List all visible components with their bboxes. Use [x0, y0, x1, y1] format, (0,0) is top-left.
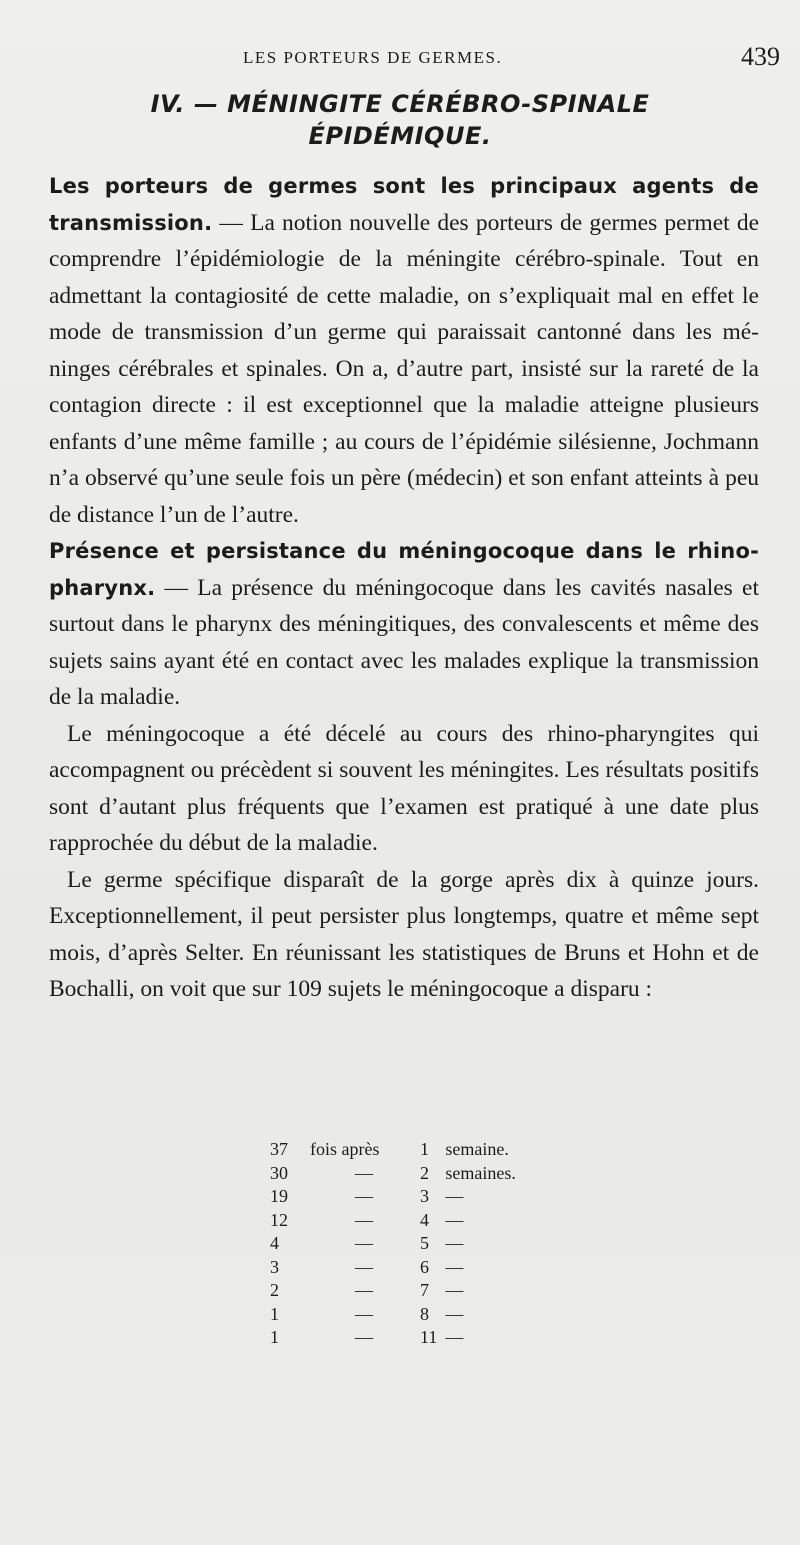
table-cell-weeks-unit: —	[445, 1256, 464, 1277]
table-cell-weeks-unit: —	[445, 1280, 464, 1300]
table-cell-count: 1	[270, 1327, 279, 1347]
table-row	[268, 1256, 565, 1280]
table-cell-count: 37	[270, 1139, 288, 1159]
table-row	[268, 1162, 565, 1186]
table-cell-count: 4	[270, 1233, 279, 1253]
table-cell-count: 3	[270, 1256, 279, 1277]
paragraph-text: — La présence du méningocoque dans les cavités nasales et surtout dans le pharynx des méningitiques, des convalescents et même des sujets sains ayant été en contact avec les malades explique la transmission de la maladie.	[49, 574, 759, 710]
section-heading-line-1: IV. — MÉNINGITE CÉRÉBRO-SPINALE	[150, 90, 650, 118]
running-head	[0, 40, 800, 70]
body-text	[49, 168, 759, 1008]
table-cell-unit: —	[355, 1280, 373, 1300]
table-cell-weeks: 7	[420, 1280, 429, 1300]
statistics-table	[268, 1138, 565, 1350]
table-cell-unit: —	[355, 1209, 373, 1230]
run-in-heading: Les porteurs de germes sont les principaux agents de transmission.	[49, 174, 759, 235]
table-cell-weeks-unit: semaine.	[445, 1139, 509, 1159]
paragraph-presence	[49, 533, 759, 716]
table-row	[268, 1303, 565, 1327]
table-cell-unit: —	[355, 1233, 373, 1253]
table-cell-weeks-unit: —	[445, 1233, 464, 1253]
table-cell-weeks: 2	[420, 1162, 429, 1183]
table-cell-unit: fois après	[310, 1139, 380, 1159]
table-cell-unit: —	[355, 1162, 373, 1183]
table-cell-weeks-unit: —	[445, 1303, 464, 1324]
table-cell-weeks-unit: —	[445, 1327, 464, 1347]
table-cell-count: 12	[270, 1209, 288, 1230]
run-in-heading: Présence et persistance du méningocoque dans le rhino-pharynx.	[49, 539, 759, 600]
table-cell-unit: —	[355, 1303, 373, 1324]
table-cell-count: 2	[270, 1280, 279, 1300]
table-cell-weeks-unit: semaines.	[445, 1162, 516, 1183]
table-row	[268, 1232, 565, 1256]
section-heading	[0, 88, 800, 152]
table-cell-weeks-unit: —	[445, 1186, 464, 1206]
paragraph-rhino-pharyngites	[49, 716, 759, 862]
table-cell-weeks: 1	[420, 1139, 429, 1159]
table-cell-weeks: 11	[420, 1327, 438, 1347]
table-row	[268, 1185, 565, 1209]
table-cell-unit: —	[355, 1256, 373, 1277]
table-cell-count: 1	[270, 1303, 279, 1324]
paragraph-text: Le germe spécifique disparaît de la gorge après dix à quinze jours. Exceptionnellement, il peut persister plus longtemps, quatre et même sept mois, d’après Selter. En réunissant les statistiques de Bruns et Hohn et de Bochalli, on voit que sur 109 sujets le méningocoque a disparu :	[49, 866, 759, 1002]
paragraph-porteurs	[49, 168, 759, 533]
table-cell-count: 30	[270, 1162, 288, 1183]
paragraph-disparition	[49, 862, 759, 1008]
table-cell-unit: —	[355, 1327, 373, 1347]
table-cell-weeks: 6	[420, 1256, 429, 1277]
table-row	[268, 1326, 565, 1350]
section-heading-line-2: ÉPIDÉMIQUE.	[308, 122, 492, 150]
table-cell-count: 19	[270, 1186, 288, 1206]
table-cell-weeks: 3	[420, 1186, 429, 1206]
paragraph-text: Le méningocoque a été décelé au cours des rhino-pharyngites qui accompagnent ou précèdent si souvent les méningites. Les résultats positifs sont d’autant plus fréquents que l’examen est pratiqué à une date plus rapprochée du début de la maladie.	[49, 720, 759, 856]
table-cell-weeks: 4	[420, 1209, 429, 1230]
table-cell-weeks: 5	[420, 1233, 429, 1253]
table-cell-weeks-unit: —	[445, 1209, 464, 1230]
table-row	[268, 1279, 565, 1303]
table-row	[268, 1209, 565, 1233]
table-row	[268, 1138, 565, 1162]
paragraph-text: — La notion nouvelle des porteurs de germes permet de comprendre l’épidémiologie de la méningite cérébro-spinale. Tout en admettant la contagiosité de cette maladie, on s’expliquait mal en effet le mode de transmission d’un germe qui paraissait cantonné dans les méninges cérébrales et spinales. On a, d’autre part, insisté sur la rareté de la contagion directe : il est exceptionnel que la maladie atteigne plusieurs enfants d’une même famille ; au cours de l’épidémie silésienne, Jochmann n’a observé qu’une seule fois un père (médecin) et son enfant atteints à peu de distance l’un de l’autre.	[49, 209, 759, 528]
table-cell-unit: —	[355, 1186, 373, 1206]
running-title: LES PORTEURS DE GERMES.	[243, 48, 503, 67]
table-cell-weeks: 8	[420, 1303, 429, 1324]
page-number: 439	[741, 42, 780, 71]
